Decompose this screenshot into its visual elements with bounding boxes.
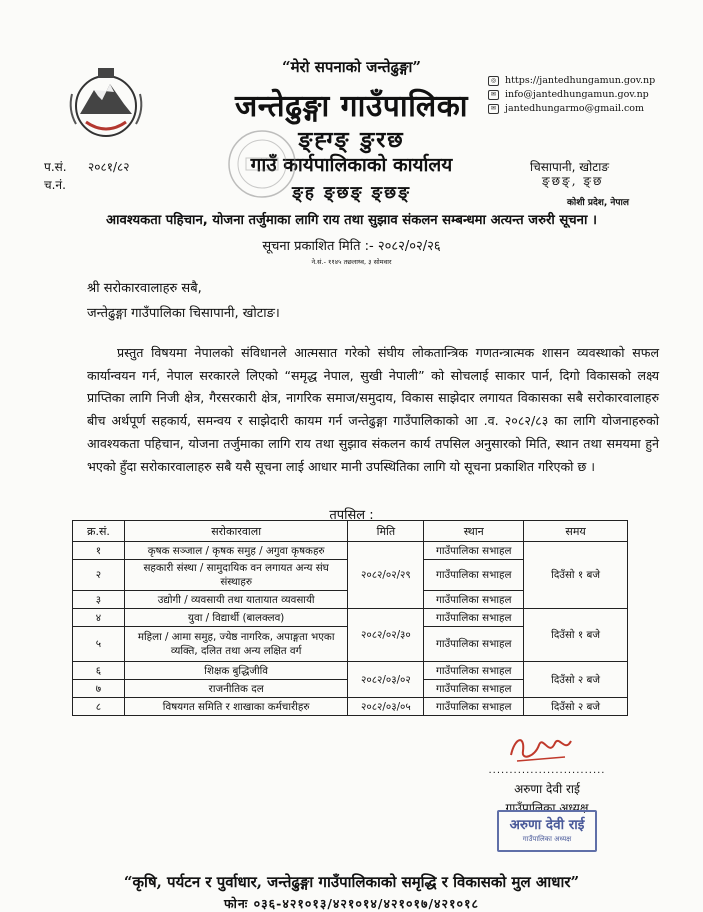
date-cell: २०८२/०३/०५ — [348, 698, 424, 716]
footer-phone: फोनः ०३६-४२१०१३/४२१०१४/४२१०१७/४२१०१८ — [223, 896, 480, 911]
venue-cell: गाउँपालिका सभाहल — [424, 591, 524, 609]
column-header: क्र.सं. — [73, 521, 125, 542]
contact-block — [488, 74, 655, 116]
office-place-local-script: ङ्छङ्, ङ्छ — [542, 174, 604, 188]
published-date: सूचना प्रकाशित मिति :- २०८२/०२/२६ — [262, 239, 441, 254]
stakeholder-cell: उद्योगी / व्यवसायी तथा यातायात व्यवसायी — [124, 591, 347, 609]
venue-cell: गाउँपालिका सभाहल — [424, 542, 524, 560]
column-header: स्थान — [424, 521, 524, 542]
signatory-name: अरुणा देवी राई — [514, 782, 580, 796]
ref-number-label: प.सं. — [44, 160, 67, 174]
stamp-name: अरुणा देवी राई — [509, 817, 585, 833]
signatory-stamp — [497, 810, 597, 852]
venue-cell: गाउँपालिका सभाहल — [424, 627, 524, 662]
serial-cell: २ — [73, 560, 125, 591]
stakeholder-cell: शिक्षक बुद्धिजीवि — [124, 662, 347, 680]
table-row — [73, 698, 628, 716]
notice-body: प्रस्तुत विषयमा नेपालको संविधानले आत्मसात गरेको संघीय लोकतान्त्रिक गणतन्त्रात्मक शासन व्यवस्थाको सफल कार्यान्वयन गर्न, नेपाल सरकारले लिएको “समृद्ध नेपाल, सुखी नेपाली” को सोचलाई साकार पार्न, दिगो विकासको लक्ष्य प्राप्तिका लागि निजी क्षेत्र, गैरसरकारी क्षेत्र, नागरिक समाज/समुदाय, विकास साझेदार लगायत विकासका सबै सरोकारवालाहरु बीच अर्थपूर्ण सहकार्य, समन्वय र साझेदारी कायम गर्न जन्तेढुङ्गा गाउँपालिकाको आ .व. २०८२/८३ का लागि योजनाहरुको आवश्यकता पहिचान, योजना तर्जुमाका लागि राय तथा सुझाव संकलन कार्य तपसिल अनुसारको मिति, स्थान तथा समयमा हुने भएको हुँदा सरोकारवालाहरु सबै यसै सूचना लाई आधार मानी उपस्थितिका लागि यो सूचना प्रकाशित गरिएको छ । — [87, 345, 659, 474]
stakeholder-cell: युवा / विद्यार्थी (बालक्लव) — [124, 609, 347, 627]
office-name-local-script: ङ्ह्ग्ङ् ङुरछ — [298, 127, 405, 153]
date-cell: २०८२/०२/३० — [348, 609, 424, 662]
serial-cell: ६ — [73, 662, 125, 680]
addressee — [87, 276, 280, 326]
venue-cell: गाउँपालिका सभाहल — [424, 680, 524, 698]
ref-number-value: २०८१/८२ — [88, 160, 130, 174]
column-header: सरोकारवाला — [124, 521, 347, 542]
office-subtitle: गाउँ कार्यपालिकाको कार्यालय — [250, 154, 453, 176]
time-cell: दिउँसो १ बजे — [524, 609, 628, 662]
signatory-title: गाउँपालिका अध्यक्ष — [505, 801, 589, 815]
handwritten-signature — [505, 727, 577, 767]
venue-cell: गाउँपालिका सभाहल — [424, 609, 524, 627]
office-name: जन्तेढुङ्गा गाउँपालिका — [234, 89, 469, 124]
serial-cell: ३ — [73, 591, 125, 609]
time-cell: दिउँसो १ बजे — [524, 542, 628, 609]
office-seal-stamp — [226, 128, 298, 200]
globe-icon: ◎ — [488, 76, 499, 86]
venue-cell: गाउँपालिका सभाहल — [424, 662, 524, 680]
addressee-line: जन्तेढुङ्गा गाउँपालिका चिसापानी, खोटाङ। — [87, 306, 280, 321]
column-header: मिति — [348, 521, 424, 542]
table-row — [73, 662, 628, 680]
mail-icon: ✉ — [488, 90, 499, 100]
schedule-table — [72, 520, 628, 716]
stakeholder-cell: महिला / आमा समुह, ज्येष्ठ नागरिक, अपाङ्गता भएका व्यक्ति, दलित तथा अन्य लक्षित वर्ग — [124, 627, 347, 662]
date-cell: २०८२/०२/२९ — [348, 542, 424, 609]
notice-subject: आवश्यकता पहिचान, योजना तर्जुमाका लागि राय तथा सुझाव संकलन सम्बन्धमा अत्यन्त जरुरी सूचना । — [106, 213, 597, 228]
office-province: कोशी प्रदेश, नेपाल — [567, 198, 629, 208]
table-row — [73, 542, 628, 560]
serial-cell: ८ — [73, 698, 125, 716]
stakeholder-cell: राजनीतिक दल — [124, 680, 347, 698]
stakeholder-cell: विषयगत समिति र शाखाका कर्मचारीहरु — [124, 698, 347, 716]
table-header-row — [73, 521, 628, 542]
serial-cell: १ — [73, 542, 125, 560]
time-cell: दिउँसो २ बजे — [524, 662, 628, 698]
office-subtitle-local-script: ङ्ह ङ्छङ् ङ्छङ् — [292, 183, 411, 203]
header-slogan: “मेरो सपनाको जन्तेढुङ्गा” — [281, 58, 422, 76]
time-cell: दिउँसो २ बजे — [524, 698, 628, 716]
serial-cell: ५ — [73, 627, 125, 662]
column-header: समय — [524, 521, 628, 542]
schedule-title: तपसिल : — [329, 508, 374, 523]
stamp-title: गाउँपालिका अध्यक्ष — [522, 835, 572, 843]
signature-line: ............................ — [488, 765, 606, 776]
table-row — [73, 609, 628, 627]
addressee-line: श्री सरोकारवालाहरु सबै, — [87, 281, 202, 296]
dispatch-number-label: च.नं. — [44, 178, 66, 192]
stakeholder-cell: सहकारी संस्था / सामुदायिक वन लगायत अन्य संघ संस्थाहरु — [124, 560, 347, 591]
published-date-nepal-sambat: ने.सं.- ११४५ तछलाथ्व, ३ सोमवार — [311, 258, 392, 266]
office-place: चिसापानी, खोटाङ — [530, 160, 609, 174]
mail-icon: ✉ — [488, 104, 499, 114]
reference-block — [44, 158, 129, 194]
serial-cell: ७ — [73, 680, 125, 698]
stakeholder-cell: कृषक सञ्जाल / कृषक समुह / अगुवा कृषकहरु — [124, 542, 347, 560]
venue-cell: गाउँपालिका सभाहल — [424, 560, 524, 591]
website-link[interactable]: https://jantedhungamun.gov.np — [505, 75, 656, 86]
date-cell: २०८२/०३/०२ — [348, 662, 424, 698]
footer-slogan: “कृषि, पर्यटन र पुर्वाधार, जन्तेढुङ्गा गाउँपालिकाको समृद्धि र विकासको मुल आधार” — [123, 873, 580, 891]
email-link-gmail[interactable]: jantedhungarmo@gmail.com — [505, 103, 645, 114]
venue-cell: गाउँपालिका सभाहल — [424, 698, 524, 716]
email-link-info[interactable]: info@jantedhungamun.gov.np — [505, 89, 649, 100]
serial-cell: ४ — [73, 609, 125, 627]
